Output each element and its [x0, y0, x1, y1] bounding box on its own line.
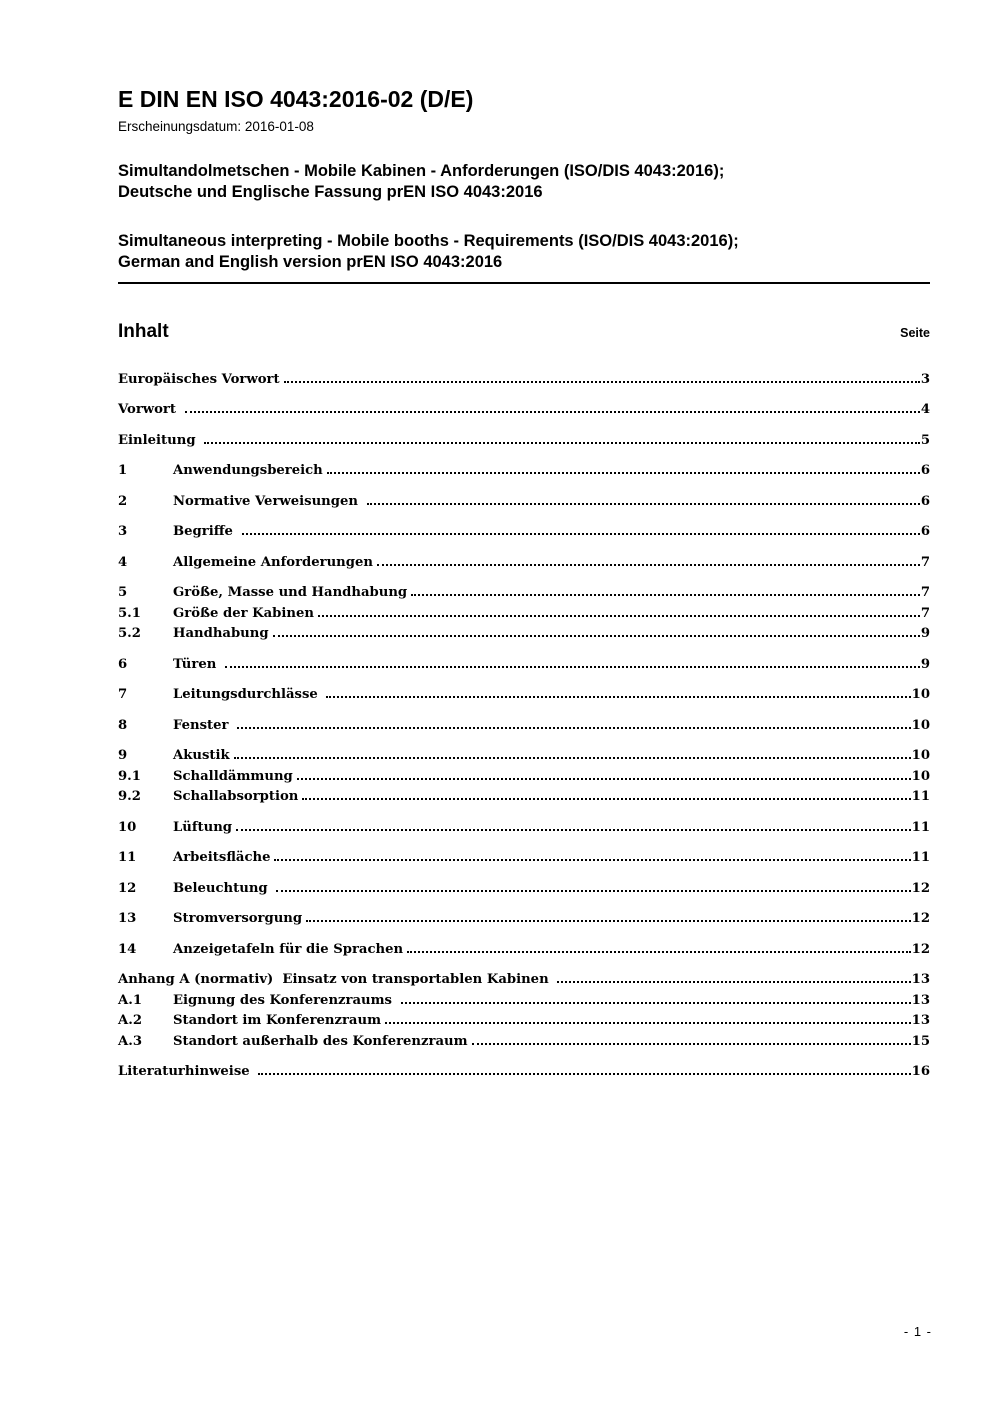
toc-entry-label: Lüftung	[173, 819, 233, 835]
toc-leader-dots	[234, 757, 911, 759]
toc-entry[interactable]	[118, 624, 930, 645]
toc-entry-page: 6	[920, 463, 930, 479]
toc-entry[interactable]	[118, 522, 930, 543]
toc-entry-page: 13	[911, 972, 930, 988]
toc-entry-label: Fenster	[173, 717, 234, 733]
toc-entry-label: Akustik	[173, 748, 230, 764]
toc-entry-label: Stromversorgung	[173, 911, 303, 927]
toc-entry-label: Größe, Masse und Handhabung	[173, 585, 408, 601]
document-id: E DIN EN ISO 4043:2016-02 (D/E)	[118, 86, 474, 112]
toc-entry-label: Allgemeine Anforderungen	[173, 554, 373, 570]
toc-entry-label: Eignung des Konferenzraums	[173, 992, 397, 1008]
toc-leader-dots	[297, 778, 911, 780]
toc-entry-label: Anhang A (normativ) Einsatz von transportablen Kabinen	[118, 972, 554, 988]
toc-entry[interactable]	[118, 1032, 930, 1053]
toc-leader-dots	[237, 727, 911, 729]
toc-entry-label: Standort im Konferenzraum	[173, 1013, 382, 1029]
toc-leader-dots	[276, 890, 910, 892]
toc-entry-number: A.1	[118, 992, 142, 1008]
title-english	[118, 231, 930, 284]
toc-leader-dots	[385, 1022, 911, 1024]
toc-entry-page: 6	[920, 493, 930, 509]
toc-entry-number: 6	[118, 656, 128, 672]
toc-leader-dots	[367, 503, 920, 505]
toc-entry-number: 5	[118, 585, 128, 601]
toc-entry-label: Größe der Kabinen	[173, 605, 314, 621]
toc-entry-number: 5.2	[118, 626, 141, 642]
page-content	[118, 0, 930, 1083]
toc-entry-label: Schallabsorption	[173, 789, 299, 805]
toc-entry[interactable]	[118, 1062, 930, 1083]
toc-entry-page: 10	[911, 748, 930, 764]
toc-entry-number: 9.1	[118, 768, 141, 784]
toc-entry-number: 4	[118, 554, 128, 570]
footer-page-number: - 1 -	[903, 1324, 932, 1339]
toc-list	[118, 370, 930, 1083]
toc-entry[interactable]	[118, 970, 930, 991]
toc-header	[118, 321, 930, 343]
toc-entry-label: Schalldämmung	[173, 768, 293, 784]
toc-entry[interactable]	[118, 431, 930, 452]
toc-entry[interactable]	[118, 716, 930, 737]
toc-entry-page: 3	[920, 371, 930, 387]
toc-entry-page: 12	[911, 911, 930, 927]
toc-entry-page: 13	[911, 992, 930, 1008]
toc-entry[interactable]	[118, 787, 930, 808]
toc-entry-number: 14	[118, 941, 137, 957]
release-date: Erscheinungsdatum: 2016-01-08	[118, 118, 314, 134]
toc-leader-dots	[318, 615, 920, 617]
toc-leader-dots	[273, 635, 920, 637]
toc-entry-page: 6	[920, 524, 930, 540]
toc-entry-page: 9	[920, 656, 930, 672]
toc-heading: Inhalt	[118, 320, 169, 342]
toc-leader-dots	[185, 411, 920, 413]
toc-entry[interactable]	[118, 767, 930, 788]
toc-entry[interactable]	[118, 370, 930, 391]
toc-entry[interactable]	[118, 553, 930, 574]
toc-entry[interactable]	[118, 655, 930, 676]
toc-leader-dots	[204, 442, 920, 444]
toc-leader-dots	[557, 981, 910, 983]
toc-entry-label: Beleuchtung	[173, 880, 273, 896]
toc-entry-page: 5	[920, 432, 930, 448]
toc-entry-page: 10	[911, 687, 930, 703]
toc-entry-label: Leitungsdurchlässe	[173, 687, 323, 703]
toc-entry[interactable]	[118, 818, 930, 839]
toc-entry-page: 11	[911, 819, 930, 835]
toc-leader-dots	[401, 1002, 911, 1004]
toc-entry-label: Normative Verweisungen	[173, 493, 363, 509]
toc-entry-number: 9.2	[118, 789, 141, 805]
toc-entry-label: Europäisches Vorwort	[118, 371, 280, 387]
toc-entry-number: 8	[118, 717, 128, 733]
toc-entry-page: 16	[911, 1064, 930, 1080]
toc-entry[interactable]	[118, 909, 930, 930]
toc-entry-number: 13	[118, 911, 137, 927]
toc-entry[interactable]	[118, 1011, 930, 1032]
toc-entry[interactable]	[118, 746, 930, 767]
toc-leader-dots	[284, 381, 920, 383]
toc-entry-page: 4	[920, 402, 930, 418]
toc-entry-number: 9	[118, 748, 128, 764]
toc-entry-number: 1	[118, 463, 128, 479]
toc-entry-label: Handhabung	[173, 626, 269, 642]
toc-entry[interactable]	[118, 879, 930, 900]
title-english-line2: German and English version prEN ISO 4043:2016	[118, 252, 503, 271]
toc-entry[interactable]	[118, 461, 930, 482]
toc-entry-page: 12	[911, 880, 930, 896]
toc-leader-dots	[274, 859, 910, 861]
toc-entry-number: 10	[118, 819, 137, 835]
title-german-line1: Simultandolmetschen - Mobile Kabinen - Anforderungen (ISO/DIS 4043:2016);	[118, 161, 725, 180]
toc-leader-dots	[327, 472, 920, 474]
toc-entry-page: 7	[920, 585, 930, 601]
toc-entry[interactable]	[118, 848, 930, 869]
toc-leader-dots	[326, 696, 910, 698]
toc-entry-page: 10	[911, 717, 930, 733]
toc-leader-dots	[302, 798, 910, 800]
toc-entry-number: A.2	[118, 1013, 142, 1029]
toc-entry[interactable]	[118, 685, 930, 706]
toc-leader-dots	[258, 1073, 910, 1075]
title-german	[118, 161, 930, 203]
toc-entry[interactable]	[118, 604, 930, 625]
toc-entry-number: 11	[118, 850, 137, 866]
toc-leader-dots	[242, 533, 920, 535]
title-german-line2: Deutsche und Englische Fassung prEN ISO 4043:2016	[118, 182, 543, 201]
toc-entry-number: 12	[118, 880, 137, 896]
toc-entry-label: Begriffe	[173, 524, 238, 540]
toc-entry-number: 2	[118, 493, 128, 509]
toc-entry-label: Arbeitsfläche	[173, 850, 271, 866]
toc-page-column-label: Seite	[900, 325, 930, 340]
toc-entry[interactable]	[118, 400, 930, 421]
toc-entry-label: Literaturhinweise	[118, 1064, 255, 1080]
toc-entry-label: Türen	[173, 656, 221, 672]
toc-entry-page: 13	[911, 1013, 930, 1029]
toc-entry-label: Standort außerhalb des Konferenzraum	[173, 1033, 468, 1049]
toc-entry-page: 7	[920, 554, 930, 570]
toc-leader-dots	[306, 920, 911, 922]
title-english-line1: Simultaneous interpreting - Mobile booths - Requirements (ISO/DIS 4043:2016);	[118, 231, 739, 250]
toc-leader-dots	[377, 564, 920, 566]
toc-entry-page: 11	[911, 850, 930, 866]
toc-entry-page: 11	[911, 789, 930, 805]
toc-entry-page: 7	[920, 605, 930, 621]
toc-leader-dots	[236, 829, 911, 831]
toc-entry[interactable]	[118, 991, 930, 1012]
toc-leader-dots	[411, 594, 920, 596]
toc-entry-label: Vorwort	[118, 402, 181, 418]
toc-entry-label: Einleitung	[118, 432, 201, 448]
toc-entry-page: 15	[911, 1033, 930, 1049]
toc-entry[interactable]	[118, 940, 930, 961]
toc-entry[interactable]	[118, 492, 930, 513]
toc-entry-page: 9	[920, 626, 930, 642]
toc-leader-dots	[407, 951, 911, 953]
toc-entry-label: Anwendungsbereich	[173, 463, 323, 479]
toc-leader-dots	[225, 666, 920, 668]
toc-entry-page: 10	[911, 768, 930, 784]
toc-entry[interactable]	[118, 583, 930, 604]
toc-entry-number: 5.1	[118, 605, 141, 621]
toc-entry-number: 7	[118, 687, 128, 703]
toc-leader-dots	[472, 1043, 911, 1045]
toc-entry-number: A.3	[118, 1033, 142, 1049]
toc-entry-label: Anzeigetafeln für die Sprachen	[173, 941, 404, 957]
toc-entry-number: 3	[118, 524, 128, 540]
toc-entry-page: 12	[911, 941, 930, 957]
